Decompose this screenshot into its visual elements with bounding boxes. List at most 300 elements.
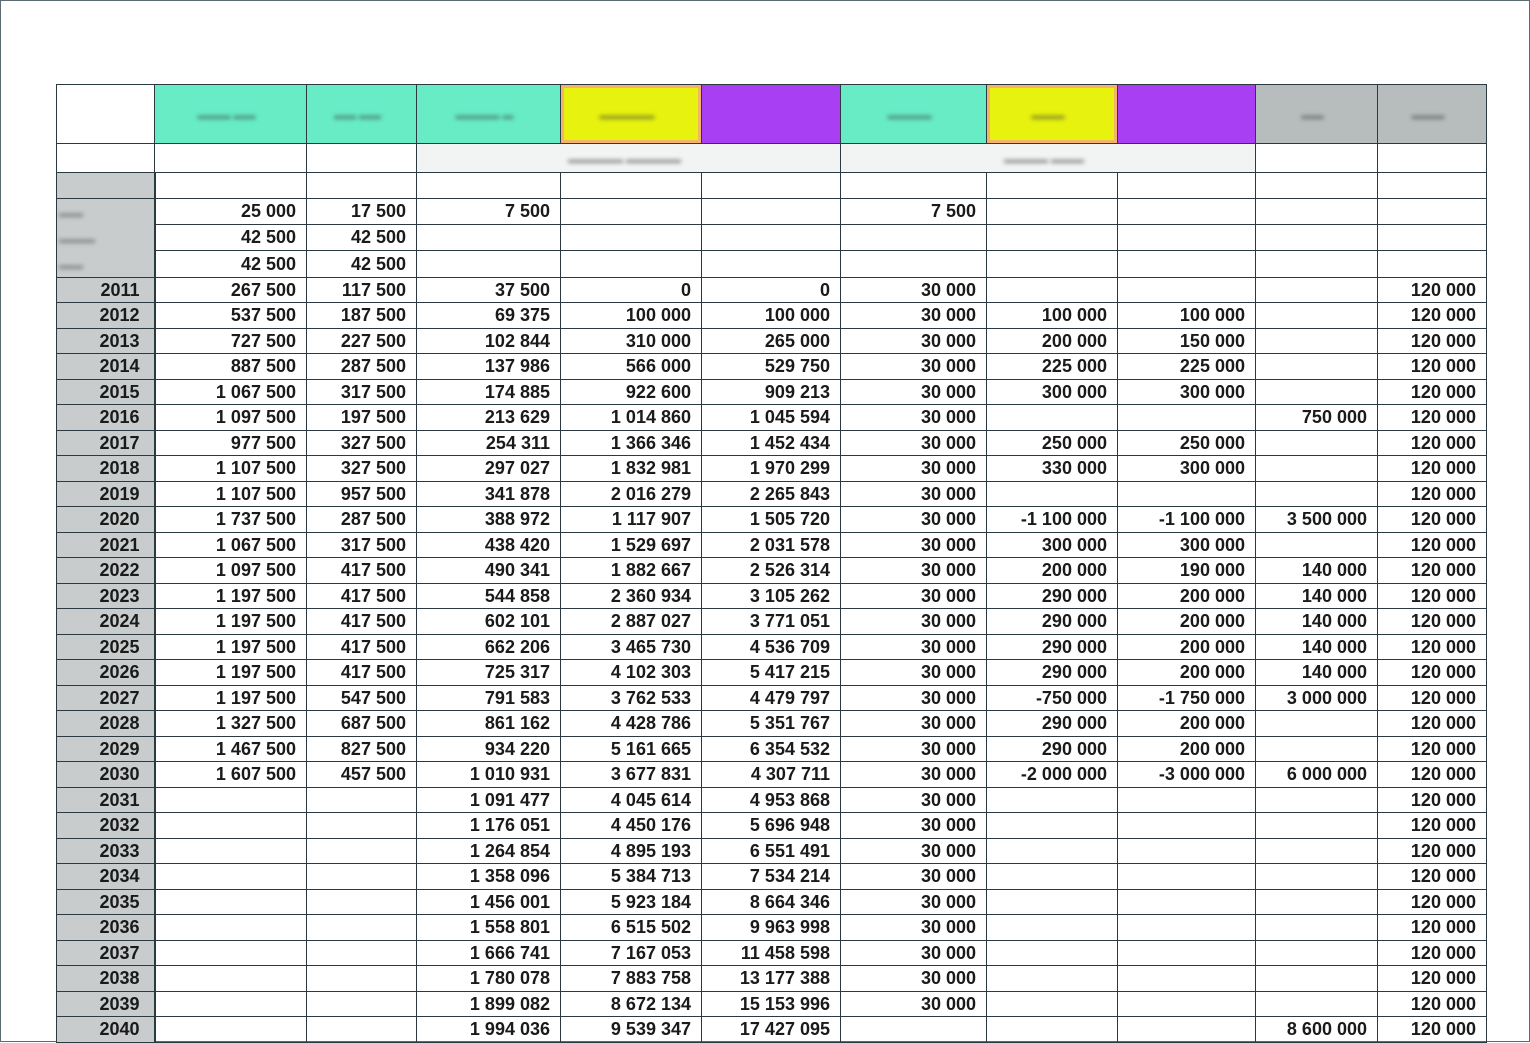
value-cell: 30 000 [841,915,987,941]
value-cell: 187 500 [307,303,417,329]
value-cell [702,173,841,199]
year-cell: 2027 [57,685,155,711]
year-cell: 2022 [57,558,155,584]
value-cell: 1 452 434 [702,430,841,456]
value-cell: 120 000 [1378,915,1487,941]
year-cell: 2028 [57,711,155,737]
value-cell [1118,1017,1256,1043]
value-cell [1118,405,1256,431]
value-cell [987,481,1118,507]
table-row [57,889,1487,915]
value-cell: 3 000 000 [1256,685,1378,711]
value-cell: 254 311 [417,430,561,456]
year-cell: 2012 [57,303,155,329]
value-cell: 457 500 [307,762,417,788]
value-cell [987,864,1118,890]
value-cell: 4 895 193 [561,838,702,864]
value-cell: 1 327 500 [155,711,307,737]
value-cell: 42 500 [307,251,417,277]
value-cell: -1 100 000 [1118,507,1256,533]
value-cell [1256,915,1378,941]
year-cell: 2016 [57,405,155,431]
year-cell: 2017 [57,430,155,456]
value-cell: 1 666 741 [417,940,561,966]
value-cell [1256,736,1378,762]
value-cell: 30 000 [841,430,987,456]
value-cell: 100 000 [1118,303,1256,329]
value-cell: 290 000 [987,634,1118,660]
table-row [57,173,1487,199]
value-cell: 150 000 [1118,328,1256,354]
value-cell [1378,173,1487,199]
value-cell [307,813,417,839]
year-cell: 2025 [57,634,155,660]
value-cell [1256,711,1378,737]
value-cell: 30 000 [841,787,987,813]
value-cell: 120 000 [1378,864,1487,890]
value-cell: 30 000 [841,660,987,686]
value-cell: 120 000 [1378,685,1487,711]
value-cell: 1 994 036 [417,1017,561,1043]
header-col-10: ▬▬▬ [1378,85,1487,144]
value-cell: 1 366 346 [561,430,702,456]
value-cell: 934 220 [417,736,561,762]
value-cell: 290 000 [987,609,1118,635]
value-cell: 287 500 [307,507,417,533]
value-cell: 547 500 [307,685,417,711]
value-cell [155,991,307,1017]
value-cell: 4 045 614 [561,787,702,813]
table-row [57,915,1487,941]
value-cell: 200 000 [1118,660,1256,686]
value-cell: 2 031 578 [702,532,841,558]
value-cell: 544 858 [417,583,561,609]
table-row [57,940,1487,966]
value-cell: 225 000 [987,354,1118,380]
value-cell: -2 000 000 [987,762,1118,788]
value-cell: -3 000 000 [1118,762,1256,788]
table-row [57,430,1487,456]
value-cell: 5 417 215 [702,660,841,686]
value-cell [155,838,307,864]
value-cell: 6 551 491 [702,838,841,864]
value-cell: 791 583 [417,685,561,711]
value-cell: 140 000 [1256,558,1378,584]
value-cell: 1 264 854 [417,838,561,864]
value-cell: 537 500 [155,303,307,329]
year-cell: 2018 [57,456,155,482]
value-cell [1378,251,1487,277]
value-cell: 327 500 [307,430,417,456]
value-cell [155,915,307,941]
value-cell: 887 500 [155,354,307,380]
value-cell [1256,303,1378,329]
value-cell [1256,456,1378,482]
value-cell: 100 000 [987,303,1118,329]
value-cell: 25 000 [155,198,307,224]
value-cell: 2 016 279 [561,481,702,507]
year-cell: 2019 [57,481,155,507]
value-cell [841,224,987,250]
value-cell: 30 000 [841,507,987,533]
value-cell [1118,813,1256,839]
value-cell: 42 500 [155,224,307,250]
value-cell: 120 000 [1378,379,1487,405]
table-row [57,711,1487,737]
value-cell: 120 000 [1378,813,1487,839]
value-cell: 120 000 [1378,966,1487,992]
value-cell: 1 197 500 [155,609,307,635]
value-cell: 1 899 082 [417,991,561,1017]
value-cell: 1 505 720 [702,507,841,533]
value-cell [987,915,1118,941]
value-cell [307,940,417,966]
value-cell: 120 000 [1378,303,1487,329]
value-cell [1118,198,1256,224]
value-cell: 327 500 [307,456,417,482]
value-cell: 30 000 [841,609,987,635]
value-cell: 6 000 000 [1256,762,1378,788]
value-cell: 6 515 502 [561,915,702,941]
value-cell [307,966,417,992]
header-col-5 [702,85,841,144]
value-cell: 30 000 [841,277,987,303]
value-cell [1118,864,1256,890]
value-cell [1118,173,1256,199]
value-cell: 250 000 [987,430,1118,456]
value-cell: 30 000 [841,736,987,762]
value-cell: 137 986 [417,354,561,380]
value-cell: 120 000 [1378,328,1487,354]
header-corner [57,85,155,144]
value-cell: 490 341 [417,558,561,584]
value-cell: 120 000 [1378,558,1487,584]
value-cell: 922 600 [561,379,702,405]
value-cell [417,173,561,199]
subheader-col-1 [155,144,307,173]
table-row [57,609,1487,635]
value-cell: 290 000 [987,660,1118,686]
value-cell: 1 832 981 [561,456,702,482]
value-cell [987,940,1118,966]
table-row [57,224,1487,250]
value-cell [155,940,307,966]
value-cell: 3 762 533 [561,685,702,711]
value-cell: 1 970 299 [702,456,841,482]
value-cell: 11 458 598 [702,940,841,966]
value-cell: 300 000 [1118,532,1256,558]
value-cell: 17 427 095 [702,1017,841,1043]
value-cell: 120 000 [1378,991,1487,1017]
year-cell: 2037 [57,940,155,966]
table-row [57,1017,1487,1043]
header-col-9: ▬▬ [1256,85,1378,144]
value-cell: 120 000 [1378,354,1487,380]
value-cell: 317 500 [307,532,417,558]
value-cell: 3 465 730 [561,634,702,660]
value-cell: 8 600 000 [1256,1017,1378,1043]
value-cell: 300 000 [987,532,1118,558]
value-cell: 120 000 [1378,940,1487,966]
value-cell: 2 526 314 [702,558,841,584]
value-cell [987,224,1118,250]
value-cell [1256,430,1378,456]
value-cell: 1 456 001 [417,889,561,915]
value-cell: 8 672 134 [561,991,702,1017]
value-cell [1118,838,1256,864]
value-cell: 310 000 [561,328,702,354]
value-cell: 417 500 [307,609,417,635]
value-cell: 1 467 500 [155,736,307,762]
value-cell: 120 000 [1378,583,1487,609]
value-cell [1256,966,1378,992]
table-row [57,787,1487,813]
value-cell: 1 067 500 [155,379,307,405]
value-cell [1256,277,1378,303]
value-cell: 1 529 697 [561,532,702,558]
table-row [57,966,1487,992]
value-cell [1118,915,1256,941]
value-cell [155,1017,307,1043]
value-cell: 5 923 184 [561,889,702,915]
value-cell [987,991,1118,1017]
value-cell: 4 428 786 [561,711,702,737]
value-cell [1118,277,1256,303]
value-cell: 120 000 [1378,660,1487,686]
value-cell: 687 500 [307,711,417,737]
table-row [57,583,1487,609]
value-cell [702,251,841,277]
value-cell: 102 844 [417,328,561,354]
value-cell: 30 000 [841,966,987,992]
value-cell: 140 000 [1256,609,1378,635]
value-cell: 120 000 [1378,889,1487,915]
value-cell: 417 500 [307,634,417,660]
value-cell: 200 000 [1118,609,1256,635]
year-cell [57,173,155,199]
value-cell: 417 500 [307,583,417,609]
year-cell: 2014 [57,354,155,380]
year-cell: 2023 [57,583,155,609]
value-cell [1256,481,1378,507]
value-cell: 200 000 [987,328,1118,354]
value-cell [1256,328,1378,354]
value-cell: 4 307 711 [702,762,841,788]
value-cell: 69 375 [417,303,561,329]
value-cell: 120 000 [1378,456,1487,482]
value-cell: -1 100 000 [987,507,1118,533]
value-cell [561,224,702,250]
value-cell [307,864,417,890]
value-cell: 4 450 176 [561,813,702,839]
value-cell: 300 000 [1118,379,1256,405]
year-cell: 2036 [57,915,155,941]
value-cell: 42 500 [155,251,307,277]
value-cell [561,173,702,199]
value-cell [702,198,841,224]
value-cell: 200 000 [1118,711,1256,737]
value-cell [1378,224,1487,250]
value-cell: 140 000 [1256,660,1378,686]
value-cell [1118,940,1256,966]
value-cell: 100 000 [561,303,702,329]
table-row [57,813,1487,839]
value-cell: 30 000 [841,711,987,737]
value-cell [1118,966,1256,992]
value-cell: 8 664 346 [702,889,841,915]
value-cell: 120 000 [1378,481,1487,507]
value-cell: 120 000 [1378,711,1487,737]
header-col-3: ▬▬▬▬ ▬ [417,85,561,144]
value-cell: 225 000 [1118,354,1256,380]
value-cell: 120 000 [1378,277,1487,303]
value-cell: 7 883 758 [561,966,702,992]
value-cell: 140 000 [1256,634,1378,660]
value-cell: 30 000 [841,405,987,431]
header-col-1: ▬▬▬ ▬▬ [155,85,307,144]
value-cell: 7 500 [841,198,987,224]
year-cell: 2026 [57,660,155,686]
value-cell: 529 750 [702,354,841,380]
table-row [57,251,1487,277]
value-cell [1118,251,1256,277]
value-cell: 250 000 [1118,430,1256,456]
value-cell: 1 097 500 [155,405,307,431]
value-cell: 1 010 931 [417,762,561,788]
value-cell [1256,813,1378,839]
value-cell: 1 014 860 [561,405,702,431]
value-cell [307,991,417,1017]
value-cell [702,224,841,250]
table-row [57,532,1487,558]
value-cell [841,173,987,199]
value-cell: 2 887 027 [561,609,702,635]
value-cell: 602 101 [417,609,561,635]
subheader-group-2: ▬▬▬▬ ▬▬▬ [841,144,1256,173]
value-cell: 287 500 [307,354,417,380]
value-cell: 5 384 713 [561,864,702,890]
value-cell: 120 000 [1378,838,1487,864]
year-cell: 2011 [57,277,155,303]
value-cell: 725 317 [417,660,561,686]
value-cell: 1 558 801 [417,915,561,941]
value-cell: 2 265 843 [702,481,841,507]
year-cell: 2033 [57,838,155,864]
year-cell: 2034 [57,864,155,890]
value-cell: 30 000 [841,583,987,609]
value-cell: 17 500 [307,198,417,224]
value-cell: 30 000 [841,864,987,890]
value-cell: 30 000 [841,634,987,660]
year-cell: 2030 [57,762,155,788]
value-cell [1118,224,1256,250]
value-cell: 140 000 [1256,583,1378,609]
value-cell: 1 107 500 [155,456,307,482]
value-cell [1378,198,1487,224]
value-cell [155,864,307,890]
value-cell [1256,354,1378,380]
value-cell: 1 197 500 [155,634,307,660]
value-cell [155,787,307,813]
value-cell: 1 358 096 [417,864,561,890]
value-cell: 3 677 831 [561,762,702,788]
value-cell [1256,940,1378,966]
value-cell: 30 000 [841,889,987,915]
value-cell [987,813,1118,839]
value-cell: 120 000 [1378,634,1487,660]
table-row [57,481,1487,507]
value-cell [1256,532,1378,558]
table-row [57,456,1487,482]
value-cell [1118,991,1256,1017]
value-cell: 417 500 [307,558,417,584]
value-cell [1118,889,1256,915]
year-cell: 2032 [57,813,155,839]
value-cell: 290 000 [987,583,1118,609]
value-cell [841,1017,987,1043]
value-cell: 977 500 [155,430,307,456]
value-cell [987,173,1118,199]
value-cell [307,173,417,199]
value-cell: 1 107 500 [155,481,307,507]
value-cell: 197 500 [307,405,417,431]
value-cell: 30 000 [841,991,987,1017]
value-cell: 1 091 477 [417,787,561,813]
value-cell: 30 000 [841,685,987,711]
value-cell: 30 000 [841,532,987,558]
value-cell: 290 000 [987,736,1118,762]
value-cell [1256,173,1378,199]
value-cell [1256,787,1378,813]
value-cell: 42 500 [307,224,417,250]
table-row [57,736,1487,762]
value-cell: 1 197 500 [155,685,307,711]
table-row [57,864,1487,890]
header-col-2: ▬▬ ▬▬ [307,85,417,144]
value-cell: 15 153 996 [702,991,841,1017]
value-cell: 3 500 000 [1256,507,1378,533]
value-cell: 300 000 [987,379,1118,405]
value-cell [1118,787,1256,813]
value-cell [987,838,1118,864]
value-cell: 1 045 594 [702,405,841,431]
value-cell: 1 882 667 [561,558,702,584]
year-cell: 2024 [57,609,155,635]
value-cell [561,198,702,224]
value-cell: 200 000 [987,558,1118,584]
table-row [57,507,1487,533]
value-cell: 30 000 [841,762,987,788]
value-cell [1256,889,1378,915]
value-cell [1256,864,1378,890]
value-cell: 200 000 [1118,634,1256,660]
subheader-col-2 [307,144,417,173]
value-cell: 4 953 868 [702,787,841,813]
value-cell: 750 000 [1256,405,1378,431]
value-cell: 300 000 [1118,456,1256,482]
table-row [57,405,1487,431]
table-row [57,685,1487,711]
value-cell [1256,224,1378,250]
table-row [57,991,1487,1017]
year-cell: 2013 [57,328,155,354]
header-col-8 [1118,85,1256,144]
value-cell: 2 360 934 [561,583,702,609]
value-cell: 13 177 388 [702,966,841,992]
value-cell: 200 000 [1118,736,1256,762]
subheader-group-1: ▬▬▬▬▬ ▬▬▬▬▬ [417,144,841,173]
value-cell: 5 351 767 [702,711,841,737]
